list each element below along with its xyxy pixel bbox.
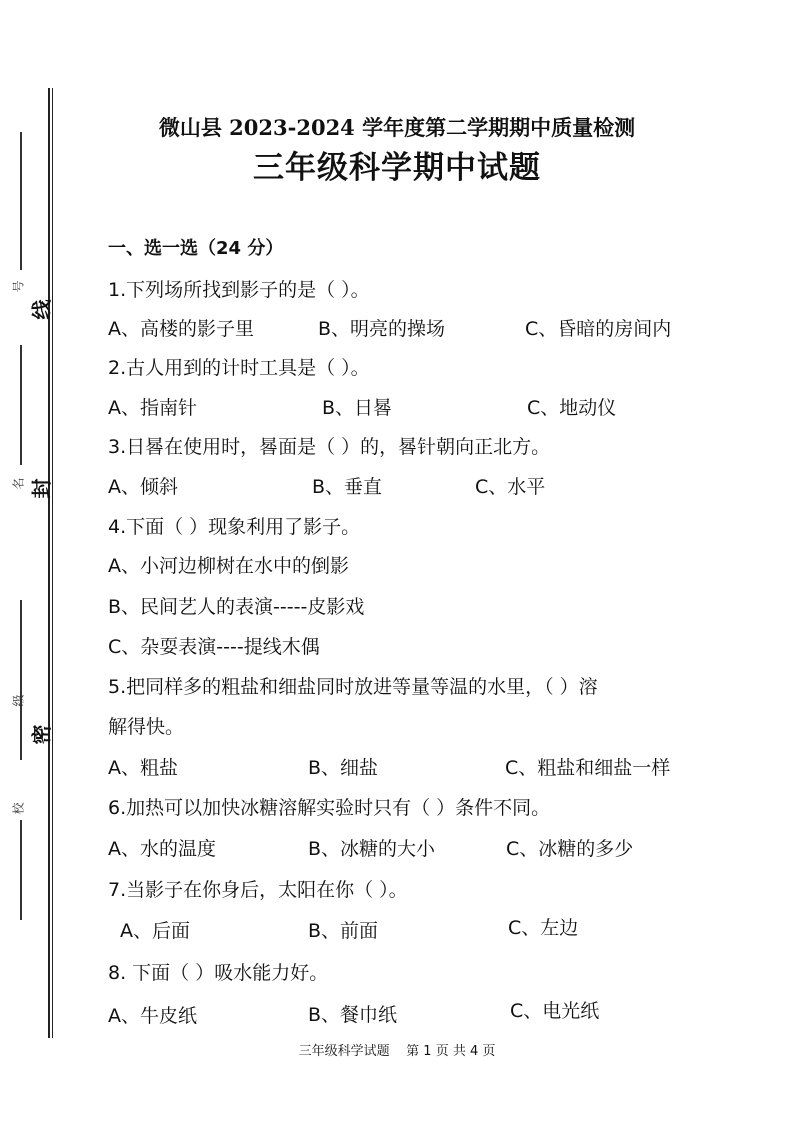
q6-option-c: C、冰糖的多少 <box>506 838 634 860</box>
q4-option-a: A、小河边柳树在水中的倒影 <box>108 555 349 577</box>
question-7: 7.当影子在你身后，太阳在你（ ）。 <box>108 879 408 901</box>
q4-option-b: B、民间艺人的表演-----皮影戏 <box>108 596 365 618</box>
q2-option-c: C、地动仪 <box>527 397 617 419</box>
q6-option-b: B、冰糖的大小 <box>308 838 436 860</box>
seal-char-mi: 密 <box>29 724 54 745</box>
q1-option-b: B、明亮的操场 <box>318 318 446 340</box>
binding-line-outer <box>48 88 50 1038</box>
q1-option-a: A、高楼的影子里 <box>108 318 254 340</box>
q7-option-b: B、前面 <box>308 920 379 942</box>
q3-option-a: A、倾斜 <box>108 476 178 498</box>
q3-option-b: B、垂直 <box>312 476 383 498</box>
q5-option-c: C、粗盐和细盐一样 <box>505 757 671 779</box>
q3-option-c: C、水平 <box>475 476 546 498</box>
q8-option-a: A、牛皮纸 <box>108 1005 197 1027</box>
margin-label-number: 号 <box>11 280 26 293</box>
q6-option-a: A、水的温度 <box>108 838 216 860</box>
question-2: 2.古人用到的计时工具是（ ）。 <box>108 357 370 379</box>
q5-option-b: B、细盐 <box>308 757 379 779</box>
q2-option-a: A、指南针 <box>108 397 197 419</box>
page-footer: 三年级科学试题 第 1 页 共 4 页 <box>298 1044 496 1059</box>
question-6: 6.加热可以加快冰糖溶解实验时只有（ ）条件不同。 <box>108 797 551 819</box>
section-heading: 一、选一选（24 分） <box>108 238 284 259</box>
q2-option-b: B、日晷 <box>322 397 393 419</box>
q8-option-c: C、电光纸 <box>510 1000 600 1022</box>
question-5: 5.把同样多的粗盐和细盐同时放进等量等温的水里，（ ）溶 <box>108 676 598 698</box>
q1-option-c: C、昏暗的房间内 <box>525 318 672 340</box>
q5-option-a: A、粗盐 <box>108 757 178 779</box>
margin-blank-4 <box>20 820 22 920</box>
q7-option-c: C、左边 <box>508 917 579 939</box>
seal-char-xian: 线 <box>29 299 54 320</box>
margin-label-school: 校 <box>11 802 26 815</box>
q7-option-a: A、后面 <box>120 920 190 942</box>
question-3: 3.日晷在使用时，晷面是（ ）的，晷针朝向正北方。 <box>108 436 551 458</box>
seal-char-feng: 封 <box>29 478 54 499</box>
question-8: 8. 下面（ ）吸水能力好。 <box>108 962 329 984</box>
exam-title: 三年级科学期中试题 <box>253 150 541 186</box>
margin-label-class: 级 <box>11 694 26 707</box>
question-4: 4.下面（ ）现象利用了影子。 <box>108 516 361 538</box>
margin-blank-3 <box>20 600 22 760</box>
q8-option-b: B、餐巾纸 <box>308 1004 398 1026</box>
question-1: 1.下列场所找到影子的是（ ）。 <box>108 279 370 301</box>
question-5-continued: 解得快。 <box>108 716 185 738</box>
binding-line-inner <box>52 88 53 1038</box>
margin-blank-2 <box>20 345 22 465</box>
exam-subtitle: 微山县 2023-2024 学年度第二学期期中质量检测 <box>158 115 636 140</box>
margin-label-name: 名 <box>11 477 26 490</box>
q4-option-c: C、杂耍表演----提线木偶 <box>108 636 320 658</box>
